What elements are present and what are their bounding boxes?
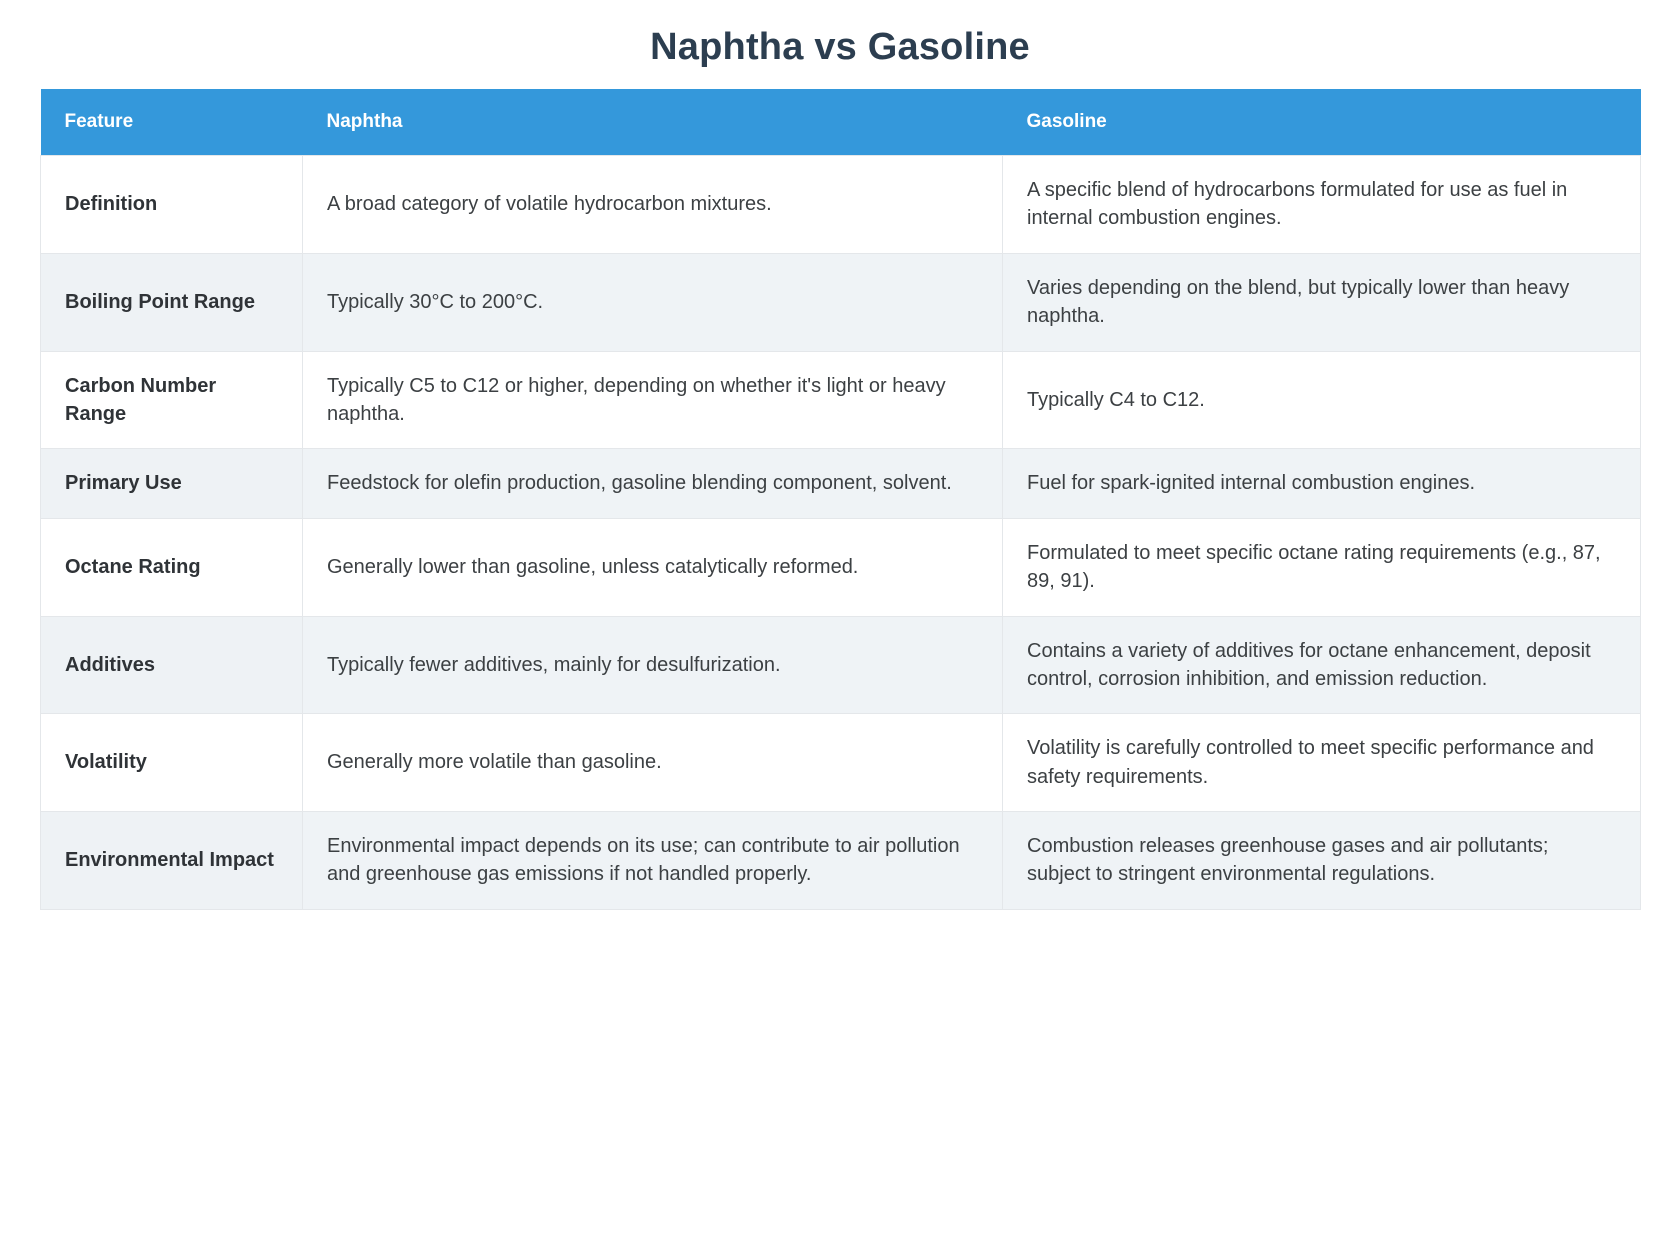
cell-feature: Volatility [41, 714, 303, 812]
column-header-feature: Feature [41, 89, 303, 156]
cell-naphtha: Feedstock for olefin production, gasoline blending component, solvent. [303, 449, 1003, 518]
table-row [41, 449, 1641, 518]
table-row [41, 714, 1641, 812]
cell-gasoline: Fuel for spark-ignited internal combustion engines. [1003, 449, 1641, 518]
cell-naphtha: A broad category of volatile hydrocarbon mixtures. [303, 156, 1003, 254]
table-row [41, 812, 1641, 910]
cell-feature: Octane Rating [41, 518, 303, 616]
table-row [41, 351, 1641, 449]
cell-gasoline: Contains a variety of additives for octane enhancement, deposit control, corrosion inhibition, and emission reduction. [1003, 616, 1641, 714]
cell-feature: Environmental Impact [41, 812, 303, 910]
cell-naphtha: Typically fewer additives, mainly for desulfurization. [303, 616, 1003, 714]
table-row [41, 518, 1641, 616]
page-title: Naphtha vs Gasoline [650, 26, 1030, 68]
page-container [0, 26, 1680, 940]
cell-feature: Definition [41, 156, 303, 254]
column-header-naphtha: Naphtha [303, 89, 1003, 156]
column-header-gasoline: Gasoline [1003, 89, 1641, 156]
table-row [41, 156, 1641, 254]
comparison-table [40, 89, 1641, 910]
cell-feature: Additives [41, 616, 303, 714]
table-body [41, 156, 1641, 910]
cell-naphtha: Typically C5 to C12 or higher, depending on whether it's light or heavy naphtha. [303, 351, 1003, 449]
cell-naphtha: Environmental impact depends on its use; can contribute to air pollution and greenhouse gas emissions if not handled properly. [303, 812, 1003, 910]
cell-feature: Carbon Number Range [41, 351, 303, 449]
cell-gasoline: Volatility is carefully controlled to meet specific performance and safety requirements. [1003, 714, 1641, 812]
cell-naphtha: Generally more volatile than gasoline. [303, 714, 1003, 812]
table-row [41, 616, 1641, 714]
cell-feature: Primary Use [41, 449, 303, 518]
cell-naphtha: Generally lower than gasoline, unless catalytically reformed. [303, 518, 1003, 616]
cell-gasoline: A specific blend of hydrocarbons formulated for use as fuel in internal combustion engines. [1003, 156, 1641, 254]
table-header-row [41, 89, 1641, 156]
table-row [41, 253, 1641, 351]
cell-gasoline: Typically C4 to C12. [1003, 351, 1641, 449]
table-header [41, 89, 1641, 156]
comparison-table-wrapper [0, 89, 1680, 940]
cell-gasoline: Varies depending on the blend, but typically lower than heavy naphtha. [1003, 253, 1641, 351]
cell-feature: Boiling Point Range [41, 253, 303, 351]
cell-gasoline: Combustion releases greenhouse gases and air pollutants; subject to stringent environmental regulations. [1003, 812, 1641, 910]
cell-gasoline: Formulated to meet specific octane rating requirements (e.g., 87, 89, 91). [1003, 518, 1641, 616]
cell-naphtha: Typically 30°C to 200°C. [303, 253, 1003, 351]
